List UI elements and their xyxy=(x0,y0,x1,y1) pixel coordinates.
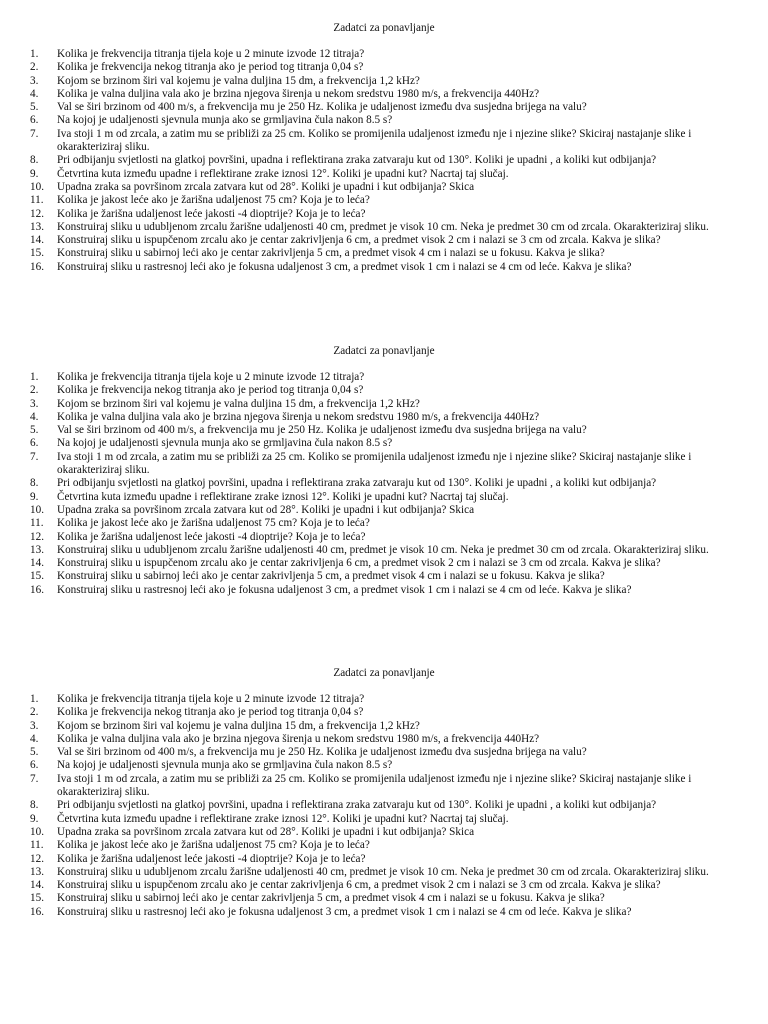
task-text: Kolika je frekvencija titranja tijela koje u 2 minute izvode 12 titraja? xyxy=(57,371,365,383)
task-number: 11. xyxy=(30,194,44,207)
task-number: 3. xyxy=(30,397,39,410)
task-number: 10. xyxy=(30,503,44,516)
task-number: 4. xyxy=(30,87,39,100)
task-number: 12. xyxy=(30,852,44,865)
task-number: 13. xyxy=(30,543,44,556)
task-number: 13. xyxy=(30,865,44,878)
task-number: 16. xyxy=(30,260,44,273)
task-number: 7. xyxy=(30,772,39,785)
task-item xyxy=(0,88,768,101)
task-text: Kolika je frekvencija nekog titranja ako je period tog titranja 0,04 s? xyxy=(57,706,364,719)
task-item xyxy=(0,746,768,759)
task-item xyxy=(0,759,768,772)
task-number: 1. xyxy=(30,371,39,383)
task-text: Četvrtina kuta između upadne i reflektirane zrake iznosi 12°. Koliki je upadni kut? Nacrtaj taj slučaj. xyxy=(57,167,509,180)
block-heading: Zadatci za ponavljanje xyxy=(333,345,435,357)
task-text: Pri odbijanju svjetlosti na glatkoj površini, upadna i reflektirana zraka zatvaraju kut od 130°. Koliki je upadni , a koliki kut odbijanja? xyxy=(57,154,657,167)
task-item xyxy=(0,491,768,504)
task-number: 7. xyxy=(30,127,39,140)
task-text: Konstruiraj sliku u sabirnoj leći ako je centar zakrivljenja 5 cm, a predmet visok 4 cm i nalazi se u fokusu. Kakva je slika? xyxy=(57,892,605,905)
block-heading: Zadatci za ponavljanje xyxy=(333,667,435,679)
task-text: Kolika je frekvencija nekog titranja ako je period tog titranja 0,04 s? xyxy=(57,384,364,397)
task-text: Kolika je valna duljina vala ako je brzina njegova širenja u nekom sredstvu 1980 m/s, a frekvencija 440Hz? xyxy=(57,410,540,423)
task-item xyxy=(0,154,768,167)
task-item xyxy=(0,839,768,852)
task-text: Konstruiraj sliku u udubljenom zrcalu žarišne udaljenosti 40 cm, predmet je visok 10 cm. Neka je predmet 30 cm od zrcala. Okarakteriziraj sliku. xyxy=(57,543,709,556)
task-block xyxy=(0,666,768,919)
task-block xyxy=(0,344,768,597)
task-text: Četvrtina kuta između upadne i reflektirane zrake iznosi 12°. Koliki je upadni kut? Nacrtaj taj slučaj. xyxy=(57,812,509,825)
task-text: Na kojoj je udaljenosti sjevnula munja ako se grmljavina čula nakon 8.5 s? xyxy=(57,759,393,772)
task-number: 2. xyxy=(30,61,39,74)
task-item xyxy=(0,693,768,706)
task-number: 6. xyxy=(30,759,39,772)
task-number: 14. xyxy=(30,879,44,892)
task-number: 15. xyxy=(30,892,44,905)
task-text: Kojom se brzinom širi val kojemu je valna duljina 15 dm, a frekvencija 1,2 kHz? xyxy=(57,74,420,87)
task-number: 8. xyxy=(30,477,39,490)
task-list xyxy=(0,371,768,597)
task-text: Konstruiraj sliku u rastresnoj leći ako je fokusna udaljenost 3 cm, a predmet visok 1 cm i nalazi se 4 cm od leće. Kakva je slika? xyxy=(57,905,632,918)
task-text: Iva stoji 1 m od zrcala, a zatim mu se približi za 25 cm. Koliko se promijenila udaljenost između nje i njezine slike? Skiciraj nastajanje slike i okarakteriziraj sliku. xyxy=(57,450,692,477)
task-text: Kolika je valna duljina vala ako je brzina njegova širenja u nekom sredstvu 1980 m/s, a frekvencija 440Hz? xyxy=(57,732,540,745)
task-item xyxy=(0,813,768,826)
task-text: Upadna zraka sa površinom zrcala zatvara kut od 28°. Koliki je upadni i kut odbijanja? Skica xyxy=(57,503,475,516)
task-number: 9. xyxy=(30,167,39,180)
task-text: Pri odbijanju svjetlosti na glatkoj površini, upadna i reflektirana zraka zatvaraju kut od 130°. Koliki je upadni , a koliki kut odbijanja? xyxy=(57,477,657,490)
task-number: 14. xyxy=(30,234,44,247)
task-item xyxy=(0,866,768,879)
task-item xyxy=(0,48,768,61)
task-number: 10. xyxy=(30,180,44,193)
task-text: Konstruiraj sliku u ispupčenom zrcalu ako je centar zakrivljenja 6 cm, a predmet visok 2 cm i nalazi se 3 cm od zrcala. Kakva je slika? xyxy=(57,557,661,570)
task-number: 4. xyxy=(30,410,39,423)
task-text: Iva stoji 1 m od zrcala, a zatim mu se približi za 25 cm. Koliko se promijenila udaljenost između nje i njezine slike? Skiciraj nastajanje slike i okarakteriziraj sliku. xyxy=(57,127,692,154)
task-item xyxy=(0,128,768,155)
task-number: 1. xyxy=(30,693,39,705)
task-item xyxy=(0,773,768,800)
task-number: 10. xyxy=(30,825,44,838)
task-text: Konstruiraj sliku u udubljenom zrcalu žarišne udaljenosti 40 cm, predmet je visok 10 cm. Neka je predmet 30 cm od zrcala. Okarakteriziraj sliku. xyxy=(57,865,709,878)
task-number: 12. xyxy=(30,207,44,220)
task-number: 3. xyxy=(30,74,39,87)
block-heading: Zadatci za ponavljanje xyxy=(333,22,435,34)
task-number: 9. xyxy=(30,812,39,825)
task-item xyxy=(0,504,768,517)
task-item xyxy=(0,75,768,88)
task-item xyxy=(0,208,768,221)
task-item xyxy=(0,261,768,274)
task-item xyxy=(0,853,768,866)
task-block xyxy=(0,21,768,274)
task-item xyxy=(0,879,768,892)
task-number: 5. xyxy=(30,746,39,759)
task-number: 5. xyxy=(30,424,39,437)
task-text: Kolika je jakost leće ako je žarišna udaljenost 75 cm? Koja je to leća? xyxy=(57,194,370,207)
task-number: 11. xyxy=(30,517,44,530)
task-item xyxy=(0,892,768,905)
task-item xyxy=(0,398,768,411)
task-item xyxy=(0,168,768,181)
task-number: 13. xyxy=(30,220,44,233)
task-item xyxy=(0,247,768,260)
task-item xyxy=(0,733,768,746)
task-number: 8. xyxy=(30,799,39,812)
task-text: Val se širi brzinom od 400 m/s, a frekvencija mu je 250 Hz. Kolika je udaljenost između dva susjedna brijega na valu? xyxy=(57,746,587,759)
task-number: 7. xyxy=(30,450,39,463)
task-item xyxy=(0,826,768,839)
task-text: Kolika je jakost leće ako je žarišna udaljenost 75 cm? Koja je to leća? xyxy=(57,839,370,852)
task-text: Upadna zraka sa površinom zrcala zatvara kut od 28°. Koliki je upadni i kut odbijanja? Skica xyxy=(57,825,475,838)
task-item xyxy=(0,101,768,114)
task-number: 3. xyxy=(30,719,39,732)
task-number: 11. xyxy=(30,839,44,852)
task-item xyxy=(0,194,768,207)
task-text: Iva stoji 1 m od zrcala, a zatim mu se približi za 25 cm. Koliko se promijenila udaljenost između nje i njezine slike? Skiciraj nastajanje slike i okarakteriziraj sliku. xyxy=(57,772,692,799)
task-item xyxy=(0,557,768,570)
task-item xyxy=(0,451,768,478)
task-number: 8. xyxy=(30,154,39,167)
task-item xyxy=(0,584,768,597)
task-text: Kolika je frekvencija titranja tijela koje u 2 minute izvode 12 titraja? xyxy=(57,48,365,60)
task-text: Kolika je frekvencija titranja tijela koje u 2 minute izvode 12 titraja? xyxy=(57,693,365,705)
task-item xyxy=(0,424,768,437)
task-text: Konstruiraj sliku u sabirnoj leći ako je centar zakrivljenja 5 cm, a predmet visok 4 cm i nalazi se u fokusu. Kakva je slika? xyxy=(57,570,605,583)
task-number: 12. xyxy=(30,530,44,543)
task-item xyxy=(0,234,768,247)
task-text: Kolika je žarišna udaljenost leće jakosti -4 dioptrije? Koja je to leća? xyxy=(57,852,366,865)
task-number: 6. xyxy=(30,437,39,450)
task-text: Konstruiraj sliku u rastresnoj leći ako je fokusna udaljenost 3 cm, a predmet visok 1 cm i nalazi se 4 cm od leće. Kakva je slika? xyxy=(57,583,632,596)
task-number: 15. xyxy=(30,570,44,583)
task-item xyxy=(0,906,768,919)
task-item xyxy=(0,61,768,74)
task-item xyxy=(0,544,768,557)
task-number: 4. xyxy=(30,732,39,745)
task-text: Četvrtina kuta između upadne i reflektirane zrake iznosi 12°. Koliki je upadni kut? Nacrtaj taj slučaj. xyxy=(57,490,509,503)
task-text: Pri odbijanju svjetlosti na glatkoj površini, upadna i reflektirana zraka zatvaraju kut od 130°. Koliki je upadni , a koliki kut odbijanja? xyxy=(57,799,657,812)
task-number: 9. xyxy=(30,490,39,503)
task-item xyxy=(0,181,768,194)
task-number: 1. xyxy=(30,48,39,60)
task-number: 15. xyxy=(30,247,44,260)
task-text: Konstruiraj sliku u udubljenom zrcalu žarišne udaljenosti 40 cm, predmet je visok 10 cm. Neka je predmet 30 cm od zrcala. Okarakteriziraj sliku. xyxy=(57,220,709,233)
task-number: 5. xyxy=(30,101,39,114)
task-item xyxy=(0,411,768,424)
task-text: Kolika je frekvencija nekog titranja ako je period tog titranja 0,04 s? xyxy=(57,61,364,74)
task-item xyxy=(0,570,768,583)
task-item xyxy=(0,221,768,234)
task-item xyxy=(0,706,768,719)
task-text: Kojom se brzinom širi val kojemu je valna duljina 15 dm, a frekvencija 1,2 kHz? xyxy=(57,719,420,732)
task-text: Val se širi brzinom od 400 m/s, a frekvencija mu je 250 Hz. Kolika je udaljenost između dva susjedna brijega na valu? xyxy=(57,101,587,114)
task-text: Kolika je jakost leće ako je žarišna udaljenost 75 cm? Koja je to leća? xyxy=(57,517,370,530)
task-item xyxy=(0,531,768,544)
task-text: Val se širi brzinom od 400 m/s, a frekvencija mu je 250 Hz. Kolika je udaljenost između dva susjedna brijega na valu? xyxy=(57,424,587,437)
task-text: Konstruiraj sliku u ispupčenom zrcalu ako je centar zakrivljenja 6 cm, a predmet visok 2 cm i nalazi se 3 cm od zrcala. Kakva je slika? xyxy=(57,879,661,892)
task-text: Kojom se brzinom širi val kojemu je valna duljina 15 dm, a frekvencija 1,2 kHz? xyxy=(57,397,420,410)
task-number: 2. xyxy=(30,384,39,397)
task-item xyxy=(0,437,768,450)
task-number: 14. xyxy=(30,557,44,570)
task-number: 2. xyxy=(30,706,39,719)
task-text: Konstruiraj sliku u rastresnoj leći ako je fokusna udaljenost 3 cm, a predmet visok 1 cm i nalazi se 4 cm od leće. Kakva je slika? xyxy=(57,260,632,273)
task-list xyxy=(0,693,768,919)
task-number: 6. xyxy=(30,114,39,127)
task-number: 16. xyxy=(30,905,44,918)
task-text: Kolika je valna duljina vala ako je brzina njegova širenja u nekom sredstvu 1980 m/s, a frekvencija 440Hz? xyxy=(57,87,540,100)
task-item xyxy=(0,517,768,530)
task-text: Konstruiraj sliku u ispupčenom zrcalu ako je centar zakrivljenja 6 cm, a predmet visok 2 cm i nalazi se 3 cm od zrcala. Kakva je slika? xyxy=(57,234,661,247)
task-text: Upadna zraka sa površinom zrcala zatvara kut od 28°. Koliki je upadni i kut odbijanja? Skica xyxy=(57,180,475,193)
task-item xyxy=(0,477,768,490)
task-text: Kolika je žarišna udaljenost leće jakosti -4 dioptrije? Koja je to leća? xyxy=(57,530,366,543)
task-text: Konstruiraj sliku u sabirnoj leći ako je centar zakrivljenja 5 cm, a predmet visok 4 cm i nalazi se u fokusu. Kakva je slika? xyxy=(57,247,605,260)
task-list xyxy=(0,48,768,274)
task-item xyxy=(0,371,768,384)
task-item xyxy=(0,799,768,812)
task-item xyxy=(0,720,768,733)
task-text: Na kojoj je udaljenosti sjevnula munja ako se grmljavina čula nakon 8.5 s? xyxy=(57,114,393,127)
task-item xyxy=(0,384,768,397)
task-text: Kolika je žarišna udaljenost leće jakosti -4 dioptrije? Koja je to leća? xyxy=(57,207,366,220)
task-number: 16. xyxy=(30,583,44,596)
task-text: Na kojoj je udaljenosti sjevnula munja ako se grmljavina čula nakon 8.5 s? xyxy=(57,437,393,450)
task-item xyxy=(0,114,768,127)
